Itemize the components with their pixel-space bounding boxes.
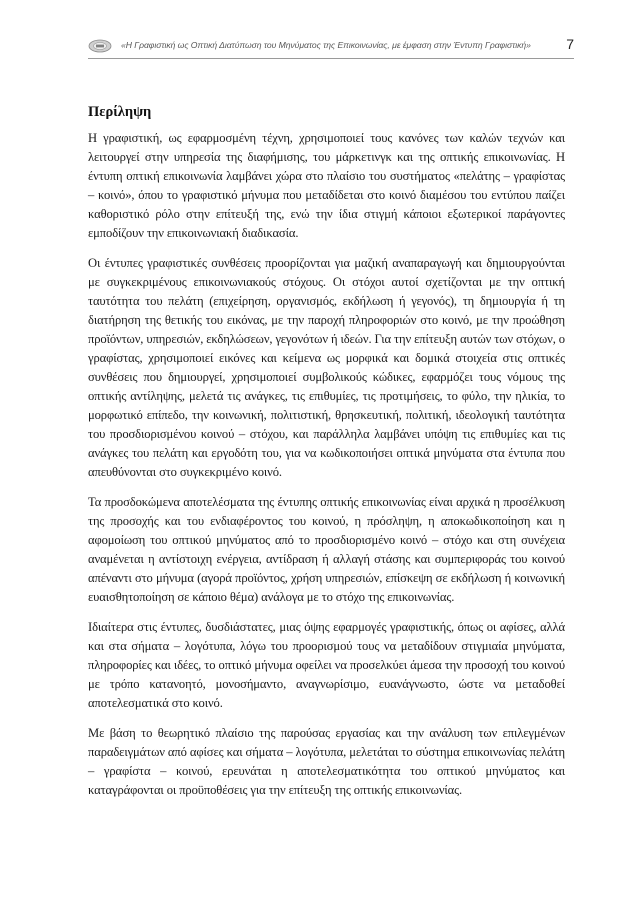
running-title: «Η Γραφιστική ως Οπτική Διατύπωση του Μηνύματος της Επικοινωνίας, με έμφαση στην Έντυπη Γραφιστική» xyxy=(121,40,531,50)
running-header xyxy=(88,36,574,58)
page-number: 7 xyxy=(566,36,574,52)
university-logo-icon xyxy=(88,39,112,53)
paragraph-2: Οι έντυπες γραφιστικές συνθέσεις προορίζονται για μαζική αναπαραγωγή και δημιουργούνται με συγκεκριμένους επικοινωνιακούς στόχους. Οι στόχοι αυτοί σχετίζονται με την οπτική ταυτότητα του πελάτη (επιχείρηση, οργανισμός, εκδήλωση ή γεγονός), τη δημιουργία ή τη διατήρηση της θετικής του εικόνας, με την παροχή πληροφοριών στο κοινό, με την προώθηση προϊόντων, υπηρεσιών, εκδηλώσεων, γεγονότων ή ιδεών. Για την επίτευξη αυτών των στόχων, ο γραφίστας, χρησιμοποιεί εικόνες και κείμενα ως μορφικά και δομικά στοιχεία στις οπτικές συνθέσεις που δημιουργεί, χρησιμοποιεί συμβολικούς κώδικες, εφαρμόζει τους νόμους της οπτικής αντίληψης, μελετά τις ανάγκες, τις επιθυμίες, τις προτιμήσεις, το φύλο, την ηλικία, το μορφωτικό επίπεδο, την κοινωνική, πολιτιστική, θρησκευτική, πολιτική, ιδεολογική ταυτότητα του προσδιορισμένου κοινού – στόχου, και παράλληλα λαμβάνει υπόψη τις επιθυμίες και τις ανάγκες του πελάτη και εργοδότη του, για να κωδικοποιήσει οπτικά μηνύματα στα έντυπα που απευθύνονται στο συγκεκριμένο κοινό. xyxy=(88,256,565,479)
paragraph-4: Ιδιαίτερα στις έντυπες, δυσδιάστατες, μιας όψης εφαρμογές γραφιστικής, όπως οι αφίσες, αλλά και στα σήματα – λογότυπα, λόγω του προορισμού τους να μεταδίδουν στιγμιαία μηνύματα, πληροφορίες και ιδέες, το οπτικό μήνυμα οφείλει να προσελκύει άμεσα την προσοχή του κοινού με τρόπο κατανοητό, μονοσήμαντο, αναγνωρίσιμο, ευανάγνωστο, ώστε να μεταδοθεί αποτελεσματικά στο κοινό. xyxy=(88,620,565,710)
paragraph-1: Η γραφιστική, ως εφαρμοσμένη τέχνη, χρησιμοποιεί τους κανόνες των καλών τεχνών και λειτουργεί στην υπηρεσία της διαφήμισης, του μάρκετινγκ και της οπτικής επικοινωνίας. Η έντυπη οπτική επικοινωνία λαμβάνει χώρα στο πλαίσιο του συστήματος «πελάτης – γραφίστας – κοινό», όπου το γραφιστικό μήνυμα που μεταδίδεται στο κοινό διαμέσου του εντύπου παίζει καθοριστικό ρόλο στην επίτευξή της, ενώ την ίδια στιγμή κάποιοι εξωτερικοί παράγοντες εμποδίζουν την επικοινωνιακή διαδικασία. xyxy=(88,131,565,240)
abstract-body xyxy=(88,129,565,811)
header-divider xyxy=(88,58,574,59)
paragraph-3: Τα προσδοκώμενα αποτελέσματα της έντυπης οπτικής επικοινωνίας είναι αρχικά η προσέλκυση της προσοχής και του ενδιαφέροντος του κοινού, η πρόσληψη, η αποκωδικοποίηση και η αφομοίωση του οπτικού μηνύματος από το προσδιορισμένο κοινό – στόχο και στη συνέχεια αναμένεται η αντίστοιχη ενέργεια, αντίδραση ή αλλαγή στάσης και συμπεριφοράς του κοινού απέναντι στο μήνυμα (αγορά προϊόντος, χρήση υπηρεσιών, επίσκεψη σε εκδήλωση ή κοινωνική ευαισθητοποίηση σε κάποιο θέμα) ανάλογα με το στόχο της επικοινωνίας. xyxy=(88,495,565,604)
section-heading: Περίληψη xyxy=(88,104,152,120)
paragraph-5: Με βάση το θεωρητικό πλαίσιο της παρούσας εργασίας και την ανάλυση των επιλεγμένων παραδειγμάτων από αφίσες και σήματα – λογότυπα, μελετάται το σύστημα επικοινωνίας πελάτη – γραφίστα – κοινού, ερευνάται η αποτελεσματικότητα του οπτικού μηνύματος και καταγράφονται οι προϋποθέσεις για την επίτευξη της οπτικής επικοινωνίας. xyxy=(88,726,565,797)
